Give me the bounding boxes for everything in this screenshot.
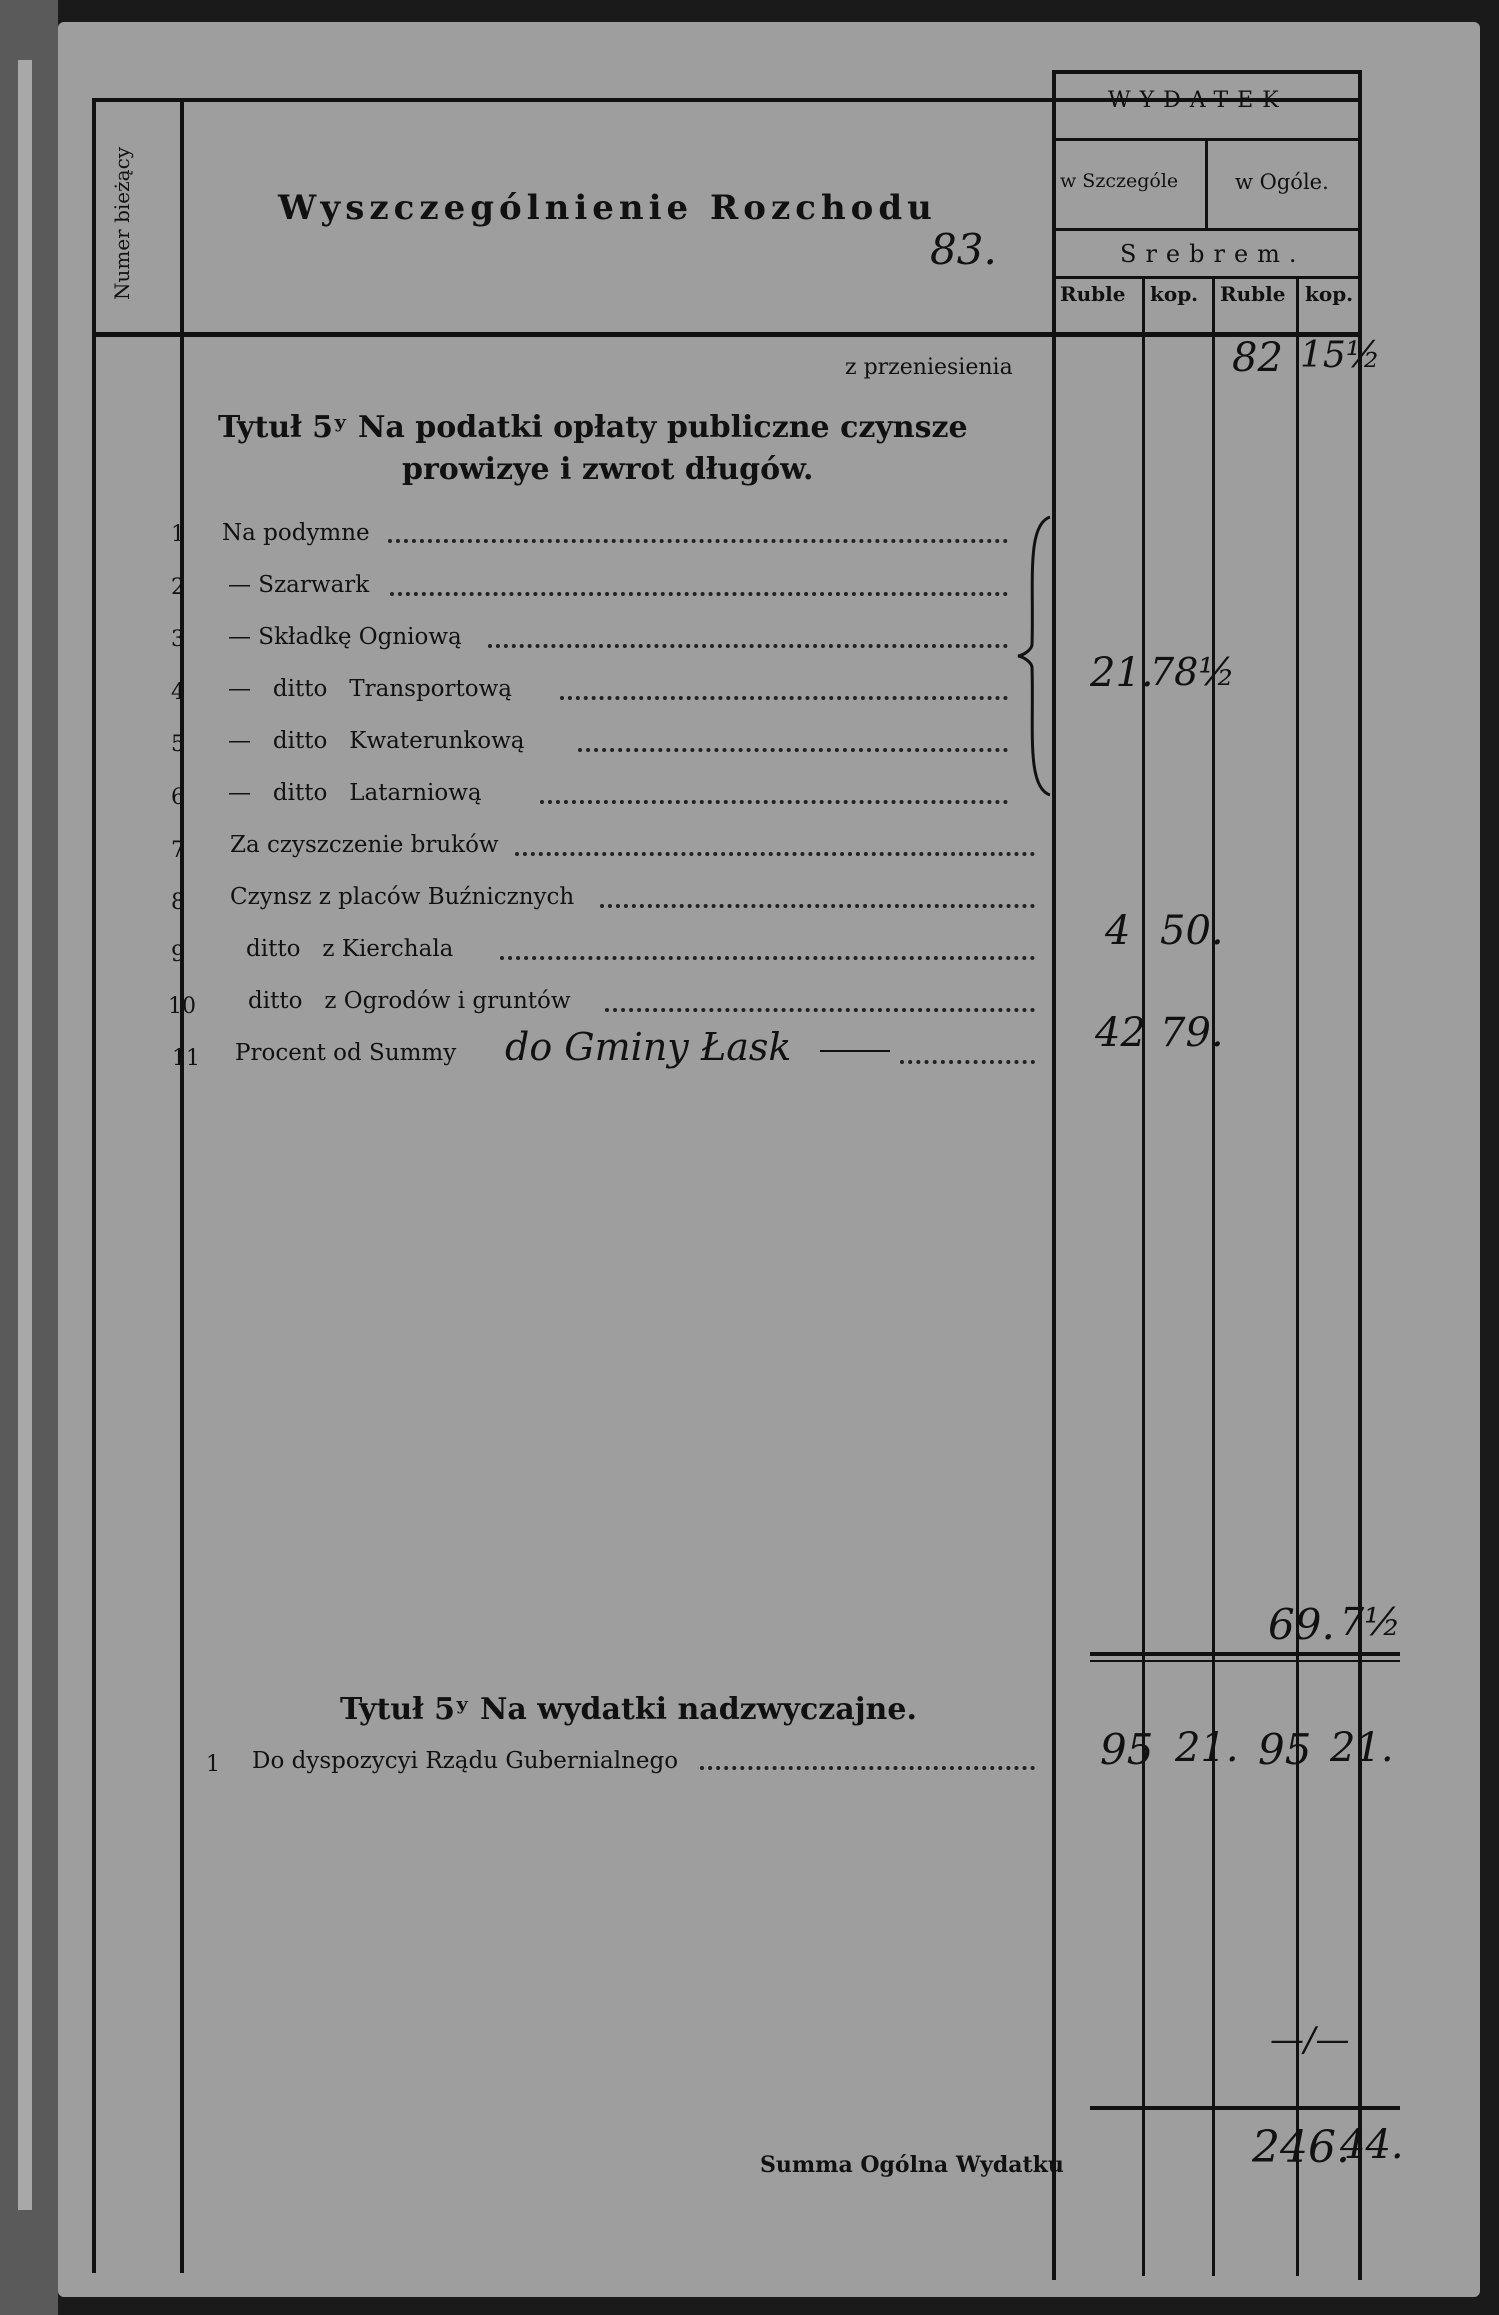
item-label: — Składkę Ogniową — [228, 624, 462, 650]
handwritten-underline — [820, 1050, 890, 1052]
item-label: Na podymne — [222, 520, 370, 546]
item-num: 2 — [171, 575, 185, 600]
summa-rule — [1090, 2106, 1400, 2110]
leader-dots — [600, 900, 1035, 908]
leader-dots — [500, 952, 1035, 960]
brace-bracket — [1016, 515, 1056, 797]
col-ruble2 — [1212, 276, 1215, 2276]
number-col-divider — [180, 98, 184, 2273]
item-num: 7 — [171, 838, 185, 863]
item-label: Procent od Summy — [235, 1040, 457, 1066]
section1-total-ruble: 69. — [1268, 1600, 1335, 1649]
col-kop2 — [1296, 276, 1299, 2276]
header-bottom-rule — [92, 332, 1362, 337]
item-num: 11 — [172, 1046, 200, 1071]
srebrem-rule — [1052, 276, 1360, 279]
item11-ruble: 42 — [1095, 1010, 1146, 1056]
item-label: Do dyspozycyi Rządu Gubernialnego — [252, 1748, 679, 1774]
item-num: 3 — [171, 627, 185, 652]
leader-dots — [390, 588, 1008, 596]
leader-dots — [488, 640, 1008, 648]
frame-left — [92, 98, 96, 2273]
w-ogole-label: w Ogóle. — [1235, 170, 1329, 194]
item-label: — ditto Kwaterunkową — [228, 728, 525, 754]
leader-dots — [540, 796, 1008, 804]
item-num: 8 — [171, 890, 185, 915]
section2-szczegol-ruble: 95 — [1100, 1725, 1154, 1774]
section2-ogol-kop: 21. — [1330, 1725, 1394, 1771]
desc-col-divider — [1052, 70, 1056, 2280]
leader-dots — [605, 1004, 1035, 1012]
frame-right — [1358, 70, 1362, 2280]
srebrem-label: Srebrem. — [1120, 240, 1306, 268]
subtotal-rule-2 — [1090, 1660, 1400, 1662]
wydatek-label: WYDATEK — [1108, 88, 1288, 113]
group-ruble: 21. — [1090, 650, 1154, 696]
col-kop1 — [1142, 276, 1145, 2276]
leader-dots — [700, 1762, 1035, 1770]
kop-label-2: kop. — [1305, 282, 1354, 306]
item-num: 9 — [171, 942, 185, 967]
item-num: 6 — [171, 785, 185, 810]
section1-title-line2: prowizye i zwrot długów. — [402, 452, 814, 487]
item9-kop: 50. — [1160, 908, 1224, 954]
item-num: 1 — [206, 1752, 220, 1777]
leader-dots — [578, 744, 1008, 752]
kop-label-1: kop. — [1150, 282, 1199, 306]
item-num: 10 — [168, 994, 196, 1019]
ruble-label-1: Ruble — [1060, 282, 1126, 306]
procent-handwritten: do Gminy Łask — [505, 1025, 792, 1069]
carry-ruble: 82 — [1232, 335, 1283, 381]
page-title: Wyszczególnienie Rozchodu — [278, 188, 937, 228]
item-label: — ditto Transportową — [228, 676, 512, 702]
section1-total-kop: 7½ — [1340, 1600, 1402, 1644]
item-label: ditto z Ogrodów i gruntów — [248, 988, 571, 1014]
facing-page-edge — [0, 0, 58, 2315]
carry-label: z przeniesienia — [845, 355, 1013, 380]
carry-kop: 15½ — [1300, 335, 1381, 376]
section2-szczegol-kop: 21. — [1175, 1725, 1239, 1771]
section1-title-line1: Tytuł 5ʸ Na podatki opłaty publiczne czynsze — [218, 410, 968, 445]
ruble-label-2: Ruble — [1220, 282, 1286, 306]
item-label: — ditto Latarniową — [228, 780, 482, 806]
group-kop: 78½ — [1150, 650, 1236, 694]
numer-biezacy-label: Numer bieżący — [110, 146, 134, 300]
item-num: 4 — [171, 680, 185, 705]
item-num: 5 — [171, 732, 185, 757]
summa-ruble: 246. — [1252, 2122, 1350, 2173]
summa-label: Summa Ogólna Wydatku — [760, 2152, 1064, 2178]
leader-dots — [560, 692, 1008, 700]
item-label: ditto z Kierchala — [246, 936, 454, 962]
section2-ogol-ruble: 95 — [1258, 1725, 1312, 1774]
item-label: Czynsz z placów Buźnicznych — [230, 884, 575, 910]
summa-kop: 44. — [1340, 2122, 1404, 2168]
wydatek-top — [1052, 70, 1360, 74]
szczegol-ogol-divider — [1205, 138, 1208, 230]
w-szczegole-label: w Szczególe — [1060, 170, 1179, 192]
leader-dots — [515, 848, 1035, 856]
page-mark: 83. — [930, 225, 997, 274]
item-num: 1 — [171, 522, 185, 547]
section2-title: Tytuł 5ʸ Na wydatki nadzwyczajne. — [340, 1692, 917, 1727]
item-label: Za czyszczenie bruków — [230, 832, 499, 858]
item11-kop: 79. — [1160, 1010, 1224, 1056]
subtotal-rule — [1090, 1652, 1400, 1656]
item9-ruble: 4 — [1105, 908, 1131, 954]
item-label: — Szarwark — [228, 572, 370, 598]
dash-mark: —/— — [1270, 2020, 1350, 2060]
leader-dots — [388, 535, 1008, 543]
leader-dots — [900, 1056, 1035, 1064]
